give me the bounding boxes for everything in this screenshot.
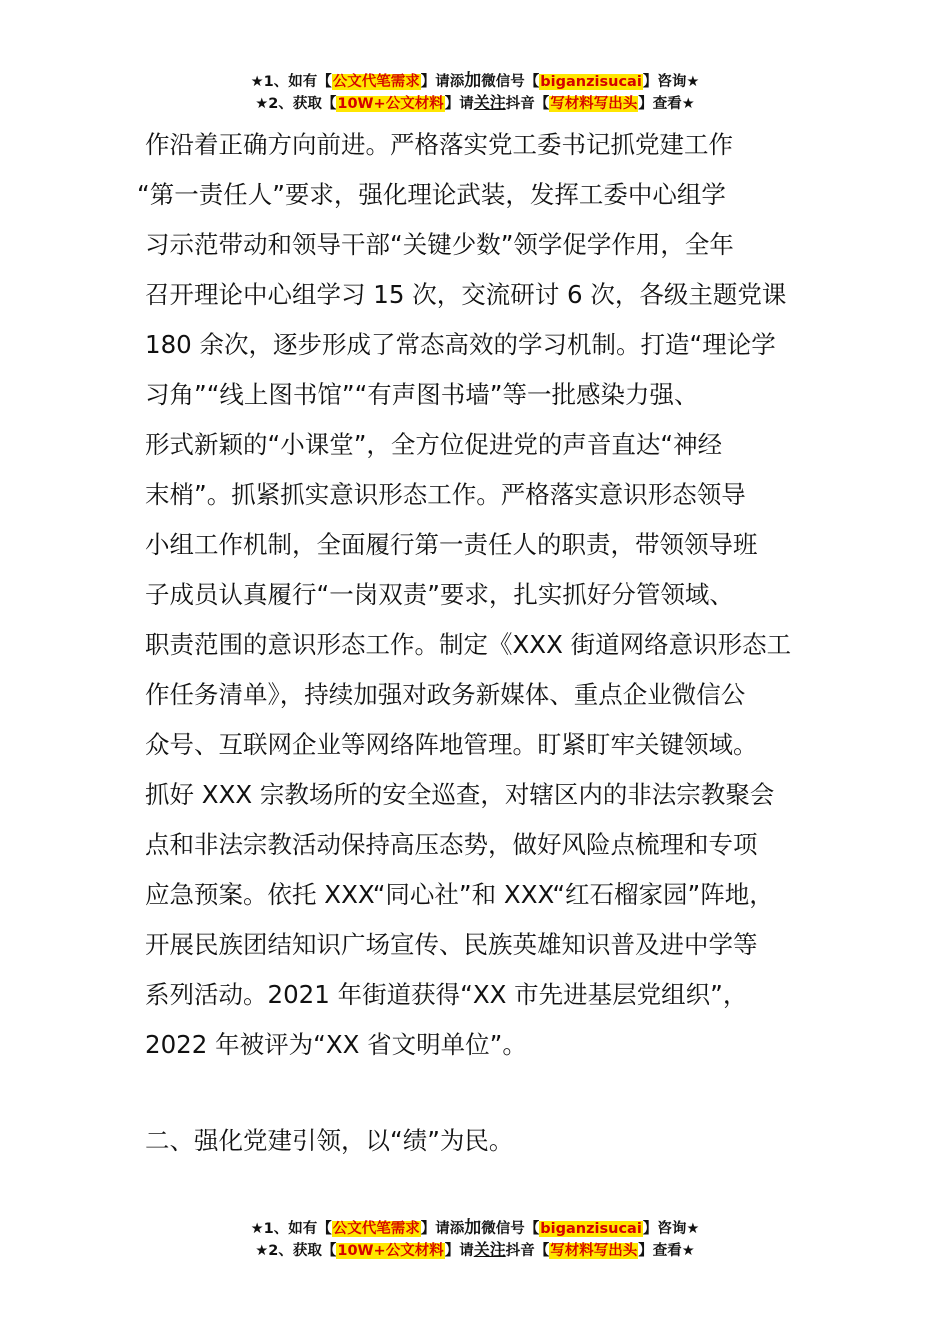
body-line: 180 余次，逐步形成了常态高效的学习机制。打造“理论学: [145, 330, 776, 359]
banner-text: 抖音【: [505, 96, 550, 112]
body-line: “第一责任人”要求，强化理论武装，发挥工委中心组学: [137, 180, 726, 209]
banner-text: 关注: [473, 1240, 506, 1259]
section-heading: 二、强化党建引领，以“绩”为民。: [145, 1126, 514, 1155]
banner-text: ★2、获取【: [255, 96, 337, 112]
body-line: 系列活动。2021 年街道获得“XX 市先进基层党组织”，: [145, 980, 748, 1009]
highlight-douyin: 写材料写出头: [550, 96, 638, 112]
header-banner: [0, 70, 950, 114]
body-line: 小组工作机制，全面履行第一责任人的职责，带领领导班: [145, 530, 758, 559]
banner-text: 微信号【: [481, 1221, 540, 1237]
body-line: 召开理论中心组学习 15 次，交流研讨 6 次，各级主题党课: [145, 280, 787, 309]
highlight-materials: 10W+公文材料: [337, 96, 444, 112]
banner-text: 抖音【: [505, 1243, 550, 1259]
highlight-wechat-id: biganzisucai: [540, 1221, 642, 1237]
body-line: 2022 年被评为“XX 省文明单位”。: [145, 1030, 527, 1059]
body-line: 作任务清单》，持续加强对政务新媒体、重点企业微信公: [145, 680, 746, 709]
body-line: 习角”“线上图书馆”“有声图书墙”等一批感染力强、: [145, 380, 699, 409]
footer-banner: [0, 1217, 950, 1261]
highlight-service: 公文代笔需求: [332, 74, 420, 90]
banner-line-2: [0, 92, 950, 114]
highlight-wechat-id: biganzisucai: [540, 74, 642, 90]
body-line: 众号、互联网企业等网络阵地管理。盯紧盯牢关键领域。: [145, 730, 758, 759]
body-line: 习示范带动和领导干部“关键少数”领学促学作用，全年: [145, 230, 734, 259]
highlight-materials: 10W+公文材料: [337, 1243, 444, 1259]
banner-text: 加: [464, 71, 482, 91]
banner-text: 微信号【: [481, 74, 540, 90]
body-line: 末梢”。抓紧抓实意识形态工作。严格落实意识形态领导: [145, 480, 746, 509]
banner-text: 】咨询★: [642, 1221, 700, 1237]
banner-line-1: [0, 70, 950, 92]
body-line: 抓好 XXX 宗教场所的安全巡查，对辖区内的非法宗教聚会: [145, 780, 775, 809]
body-line: 职责范围的意识形态工作。制定《XXX 街道网络意识形态工: [145, 630, 792, 659]
banner-text: 】请添: [420, 74, 465, 90]
body-line: 形式新颖的“小课堂”，全方位促进党的声音直达“神经: [145, 430, 723, 459]
highlight-douyin: 写材料写出头: [550, 1243, 638, 1259]
banner-text: 】咨询★: [642, 74, 700, 90]
banner-line-1: [0, 1217, 950, 1239]
banner-text: 】查看★: [638, 1243, 695, 1259]
body-line: 子成员认真履行“一岗双责”要求，扎实抓好分管领域、: [145, 580, 734, 609]
body-line: 作沿着正确方向前进。严格落实党工委书记抓党建工作: [145, 130, 733, 159]
banner-text: 加: [464, 1218, 482, 1238]
banner-text: 】请: [444, 1243, 474, 1259]
body-line: 点和非法宗教活动保持高压态势，做好风险点梳理和专项: [145, 830, 758, 859]
body-paragraph: [137, 120, 825, 1070]
banner-text: 】请添: [420, 1221, 465, 1237]
banner-text: 】查看★: [638, 96, 695, 112]
banner-text: ★1、如有【: [250, 74, 332, 90]
banner-text: ★2、获取【: [255, 1243, 337, 1259]
banner-line-2: [0, 1239, 950, 1261]
body-line: 应急预案。依托 XXX“同心社”和 XXX“红石榴家园”阵地，: [145, 880, 774, 909]
banner-text: ★1、如有【: [250, 1221, 332, 1237]
banner-text: 】请: [444, 96, 474, 112]
body-line: 开展民族团结知识广场宣传、民族英雄知识普及进中学等: [145, 930, 758, 959]
banner-text: 关注: [473, 93, 506, 112]
highlight-service: 公文代笔需求: [332, 1221, 420, 1237]
